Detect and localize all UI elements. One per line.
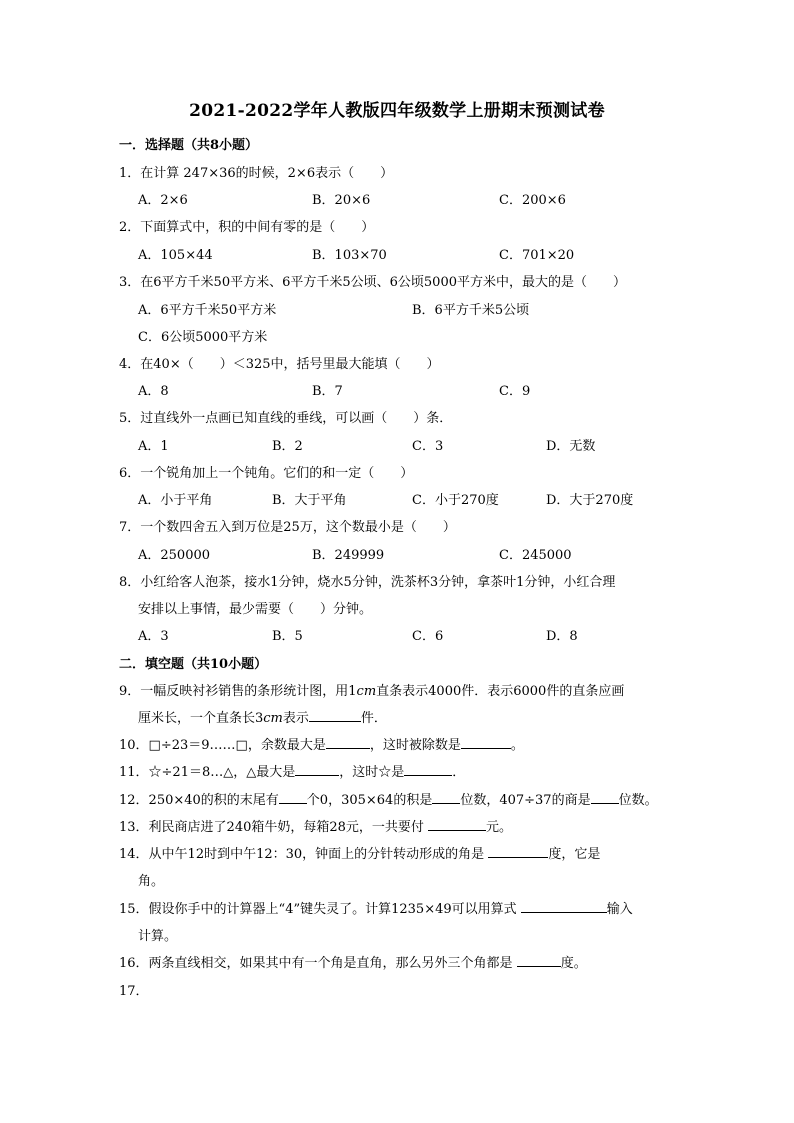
question-11	[119, 761, 465, 780]
answer-blank[interactable]	[521, 900, 607, 913]
q2-option-c: C．701×20	[499, 248, 575, 263]
q16-text-2: 度。	[560, 956, 587, 971]
q11-text-2: ，这时☆是	[339, 765, 405, 780]
q6-option-d: D．大于270度	[546, 493, 634, 508]
answer-blank[interactable]	[279, 791, 307, 804]
section-heading-choice: 一．选择题（共8小题）	[119, 138, 259, 153]
q8-option-a: A．3	[138, 629, 169, 644]
q10-text-2: ，这时被除数是	[369, 738, 461, 753]
q9-unit-1: cm	[356, 684, 377, 699]
q6-option-b: B．大于平角	[272, 493, 347, 508]
q11-text-3: ．	[452, 765, 466, 780]
q12-text-1: 12．250×40的积的末尾有	[119, 793, 279, 808]
q8-option-c: C．6	[412, 629, 444, 644]
q3-option-a: A．6平方千米50平方米	[138, 303, 277, 318]
question-9-continued	[138, 707, 387, 726]
q5-option-c: C．3	[412, 439, 444, 454]
q6-option-a: A．小于平角	[138, 493, 213, 508]
question-9	[119, 680, 624, 699]
q4-option-b: B．7	[312, 384, 343, 399]
question-10	[119, 734, 524, 753]
q8-option-d: D．8	[546, 629, 578, 644]
q5-option-a: A．1	[138, 439, 169, 454]
q4-option-a: A．8	[138, 384, 169, 399]
q10-text-3: 。	[510, 738, 524, 753]
q15-text-1: 15．假设你手中的计算器上“4”键失灵了。计算1235×49可以用算式	[119, 902, 521, 917]
q5-option-b: B．2	[272, 439, 303, 454]
q9-unit-2: cm	[263, 711, 283, 726]
question-4: 4．在40×（ ）＜325中，括号里最大能填（ ）	[119, 357, 440, 372]
question-3: 3．在6平方千米50平方米、6平方千米5公顷、6公顷5000平方米中，最大的是（ ）	[119, 275, 626, 290]
q10-text-1: 10．□÷23＝9……□，余数最大是	[119, 738, 326, 753]
q12-text-3: 位数，407÷37的商是	[460, 793, 591, 808]
answer-blank[interactable]	[488, 845, 548, 858]
question-14-continued: 角。	[138, 874, 165, 889]
q4-option-c: C．9	[499, 384, 531, 399]
question-7: 7．一个数四舍五入到万位是25万，这个数最小是（ ）	[119, 520, 456, 535]
answer-blank[interactable]	[326, 736, 370, 749]
q9-text-4: 表示	[282, 711, 309, 726]
answer-blank[interactable]	[428, 818, 486, 831]
q7-option-b: B．249999	[312, 548, 385, 563]
question-8: 8．小红给客人泡茶，接水1分钟，烧水5分钟，洗茶杯3分钟，拿茶叶1分钟，小红合理	[119, 575, 616, 590]
q1-option-a: A．2×6	[138, 193, 188, 208]
q13-text-2: 元。	[486, 820, 513, 835]
question-1: 1．在计算 247×36的时候，2×6表示（ ）	[119, 166, 394, 181]
question-15-continued: 计算。	[138, 929, 178, 944]
q13-text-1: 13．利民商店进了240箱牛奶，每箱28元，一共要付	[119, 820, 429, 835]
answer-blank[interactable]	[309, 709, 361, 722]
answer-blank[interactable]	[517, 954, 561, 967]
q9-text-1: 9．一幅反映衬衫销售的条形统计图，用1	[119, 684, 357, 699]
q9-text-5: 件．	[360, 711, 387, 726]
question-6: 6．一个锐角加上一个钝角。它们的和一定（ ）	[119, 466, 414, 481]
question-14	[119, 843, 600, 862]
q1-option-c: C．200×6	[499, 193, 566, 208]
q16-text-1: 16．两条直线相交，如果其中有一个角是直角，那么另外三个角都是	[119, 956, 517, 971]
answer-blank[interactable]	[461, 736, 511, 749]
q11-text-1: 11．☆÷21＝8…△，△最大是	[119, 765, 296, 780]
q2-option-b: B．103×70	[312, 248, 387, 263]
question-2: 2．下面算式中，积的中间有零的是（ ）	[119, 220, 375, 235]
q8-option-b: B．5	[272, 629, 303, 644]
q5-option-d: D．无数	[546, 439, 596, 454]
question-15	[119, 898, 633, 917]
q7-option-c: C．245000	[499, 548, 572, 563]
q3-option-b: B．6平方千米5公顷	[412, 303, 530, 318]
q1-option-b: B．20×6	[312, 193, 371, 208]
question-13	[119, 816, 512, 835]
q2-option-a: A．105×44	[138, 248, 213, 263]
q6-option-c: C．小于270度	[412, 493, 499, 508]
answer-blank[interactable]	[404, 763, 452, 776]
section-heading-fill: 二．填空题（共10小题）	[119, 657, 268, 672]
q7-option-a: A．250000	[138, 548, 211, 563]
question-16	[119, 952, 587, 971]
question-5: 5．过直线外一点画已知直线的垂线，可以画（ ）条．	[119, 411, 453, 426]
q14-text-2: 度，它是	[548, 847, 601, 862]
q12-text-2: 个0，305×64的积是	[306, 793, 433, 808]
q9-text-2: 直条表示4000件．表示6000件的直条应画	[376, 684, 625, 699]
answer-blank[interactable]	[295, 763, 339, 776]
q12-text-4: 位数。	[618, 793, 658, 808]
question-12	[119, 789, 658, 808]
answer-blank[interactable]	[591, 791, 619, 804]
question-8-continued: 安排以上事情，最少需要（ ）分钟。	[138, 602, 373, 617]
question-17: 17．	[119, 984, 149, 999]
q9-text-3: 厘米长，一个直条长3	[138, 711, 264, 726]
answer-blank[interactable]	[432, 791, 460, 804]
q14-text-1: 14．从中午12时到中午12：30，钟面上的分针转动形成的角是	[119, 847, 489, 862]
q3-option-c: C．6公顷5000平方米	[138, 330, 268, 345]
q15-text-2: 输入	[606, 902, 633, 917]
page-title: 2021-2022学年人教版四年级数学上册期末预测试卷	[189, 101, 605, 121]
